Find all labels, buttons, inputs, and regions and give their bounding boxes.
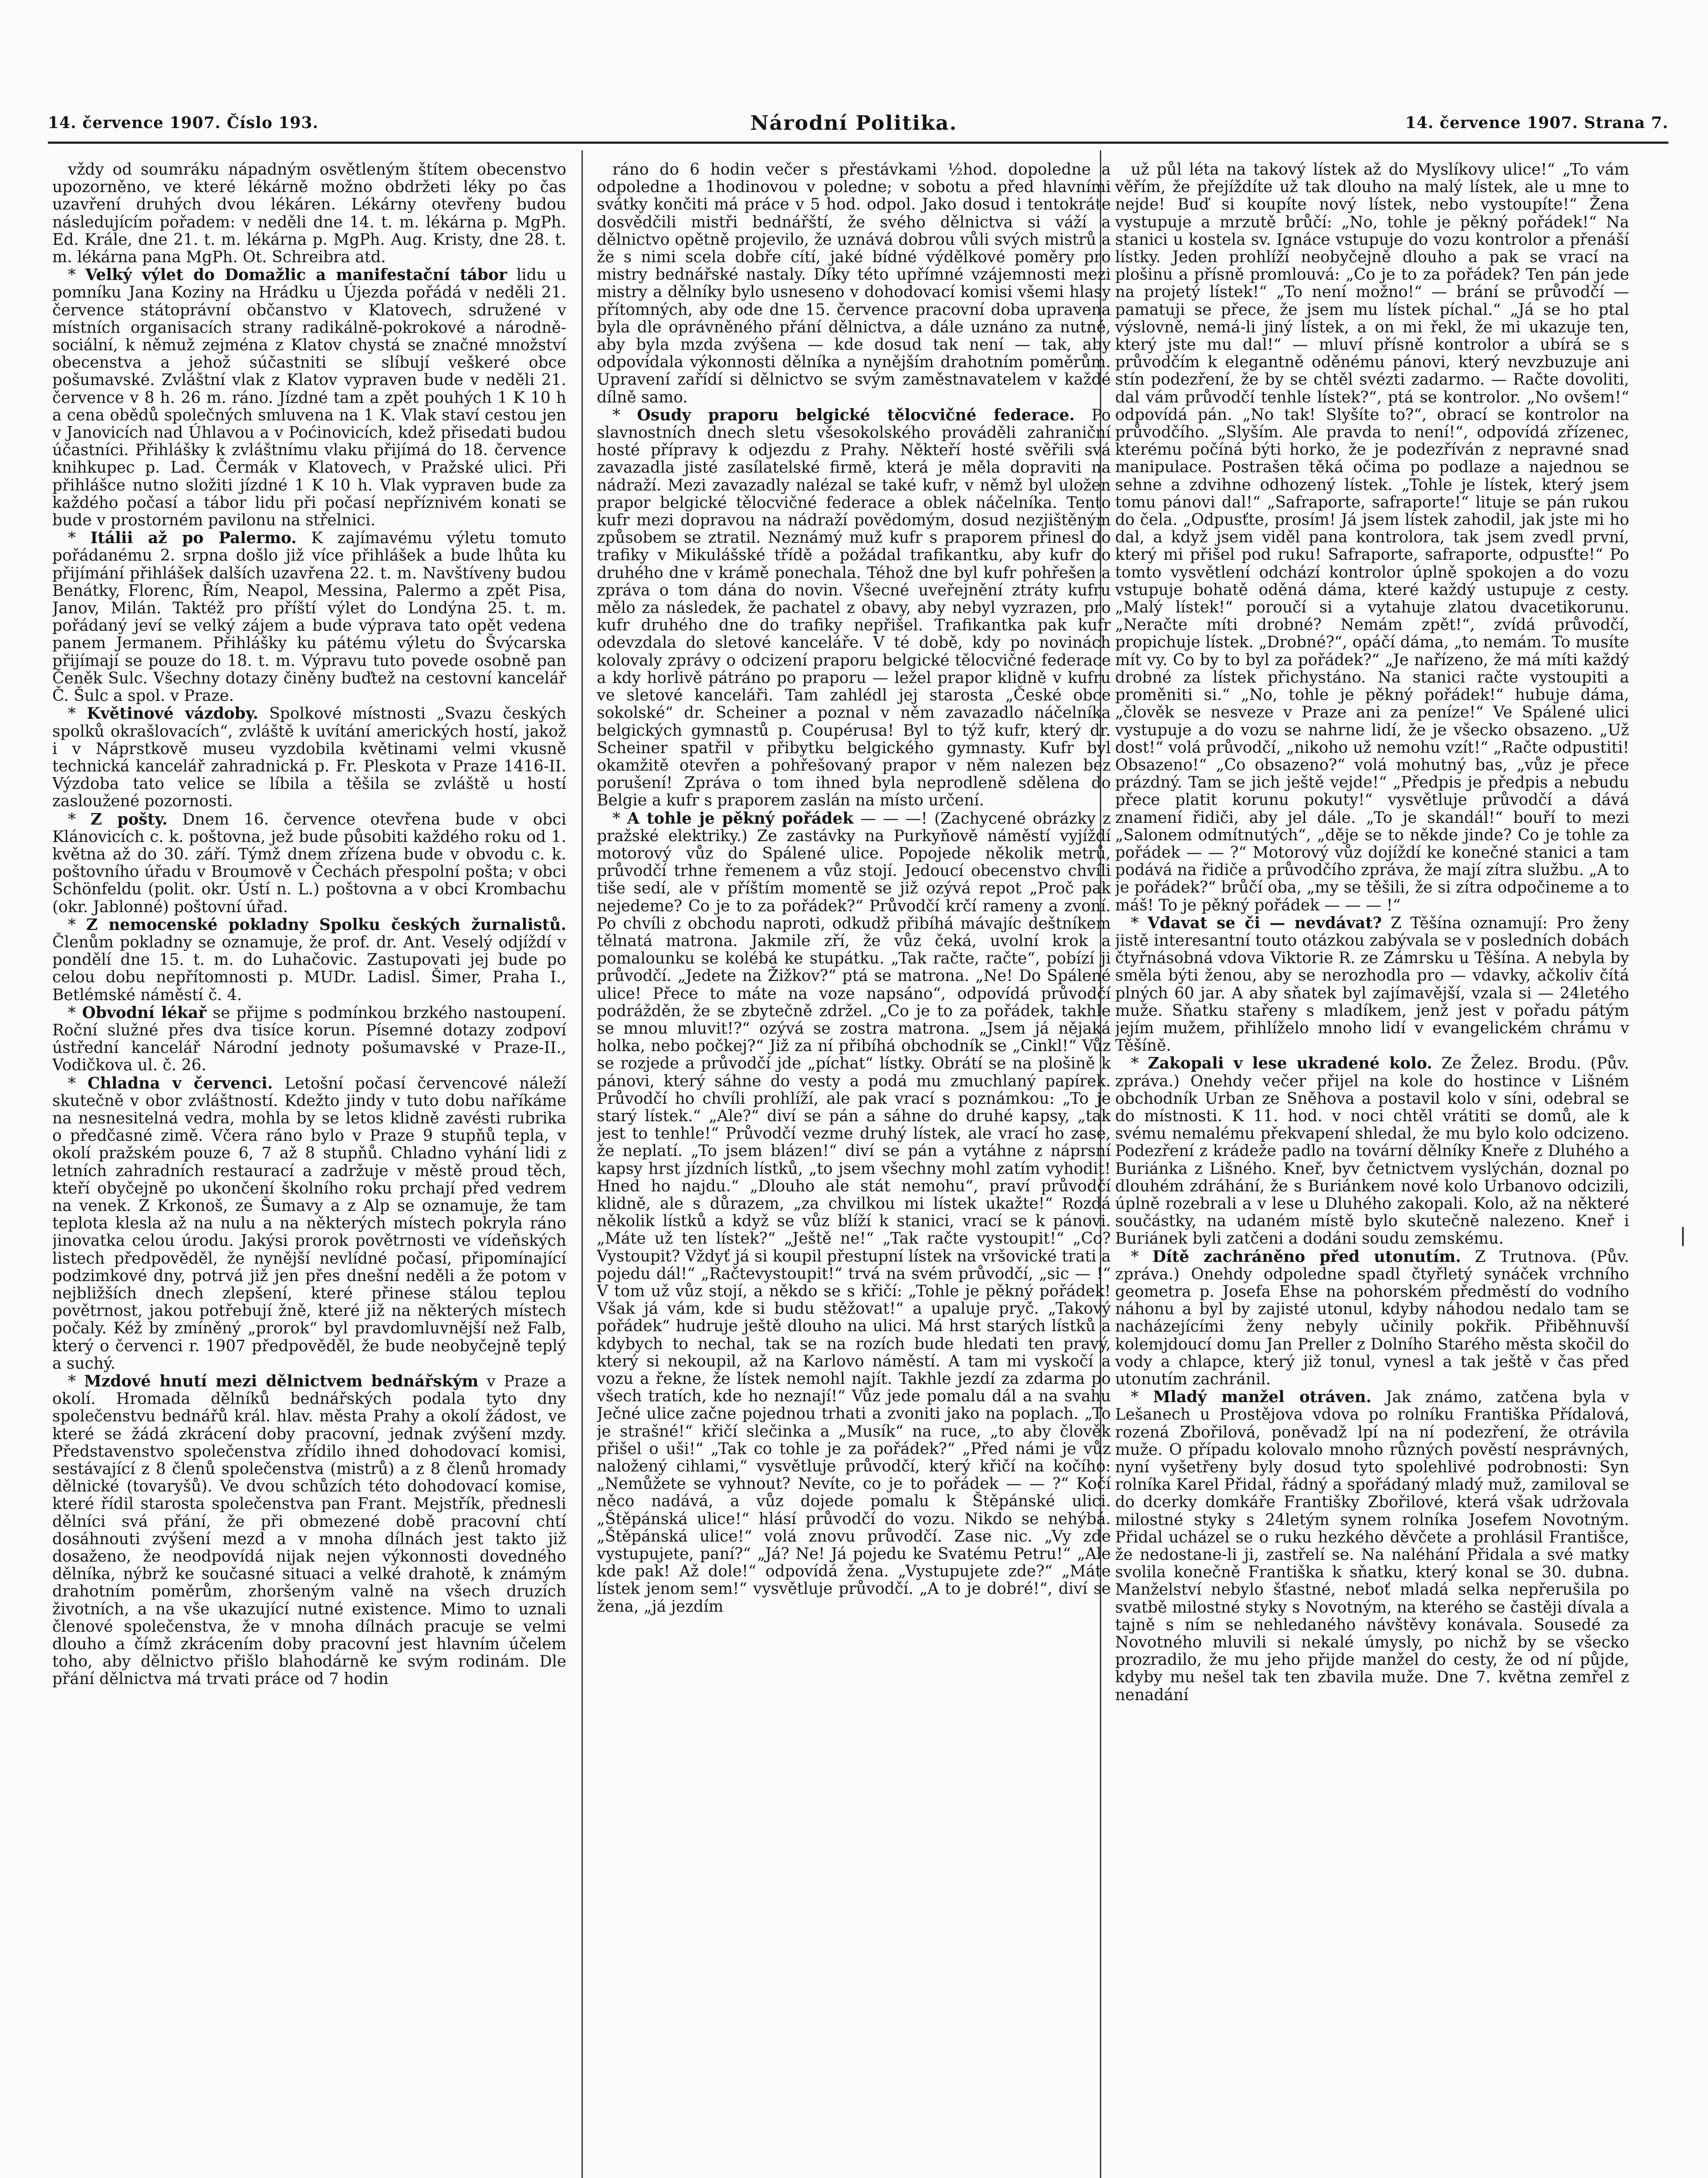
article-headline: Velký výlet do Domažlic a manifestační tábor xyxy=(85,266,507,284)
issue-date-right: 14. července 1907. Strana 7. xyxy=(1405,114,1668,132)
article-paragraph: * Dítě zachráněno před utonutím. Z Trutnova. (Pův. zpráva.) Onehdy odpoledne spadl čtyřletý synáček vrchního geometra p. Josefa Ehse na pohorském předměstí do vodního náhonu a byl by zajisté utonul, kdyby náhodou nedalo tam se nacházejícími ženy nebyly učinily pokřik. Přiběhnuvší kolemjdoucí domu Jan Preller z Dolního Starého města skočil do vody a chlapce, který již tonul, vynesl a tak ještě v čas před utonutím zachránil. xyxy=(1115,1247,1629,1389)
article-body: K zajímavému výletu tomuto pořádanému 2. srpna došlo již více přihlášek a bude lhůta ku přijímání přihlášek dalších uzavřena 22. t. m. Navštíveny budou Benátky, Florenc, Řím, Neapol, Messina, Palermo a zpět Pisa, Janov, Milán. Taktéž pro příští výlet do Londýna 25. t. m. pořádaný jeví se velký zájem a bude výprava tato opět vedena panem Jermanem. Přihlášky ku pátému výletu do Švýcarska přijímají se pouze do 18. t. m. Výpravu tuto povede osobně pan Čeněk Sulc. Všechny dotazy činěny buďtež na cestovní kancelář Č. Šulc a spol. v Praze. xyxy=(52,529,566,705)
article-body: se přijme s podmínkou brzkého nastoupení. Roční služné přes dva tisíce korun. Písemné dotazy zodpoví ústřední kancelář Národní jednoty pošumavské v Praze-II., Vodičkova ul. č. 26. xyxy=(52,1004,566,1075)
article-body: v Praze a okolí. Hromada dělníků bednářských podala tyto dny společenstvu bednářů král. hlav. města Prahy a okolí žádost, ve které se žádá zkrácení doby pracovní, jednak zvýšení mzdy. Představenstvo společenstva zřídilo ihned dohodovací komisi, sestávající z 8 členů společenstva (mistrů) a z 8 členů hromady dělnické (tovaryšů). Ve dvou schůzích této dohodovací komise, které řídil starosta společenstva pan Frant. Mejstřík, přednesli dělníci svá přání, že při obmezené době pracovní chtí dosáhnouti zvýšení mezd a v mnoha dílnách jest takto již dosaženo, že neodpovídá nijak nejen výkonnosti dovedného dělníka, nýbrž ke současné situaci a velké drahotě, k známým drahotním poměrům, zhoršeným valně na všech druzích životních, a na vše ukazující nutné existence. Mimo to uznali členové společenstva, že v mnoha dílnách pracuje se velmi dlouho a čímž zkrácením doby pracovní jest hlavním účelem toho, aby dělnictvo přišlo blahodárně ke svým rodinám. Dle přání dělnictva má trvati práce od 7 hodin xyxy=(52,1373,566,1688)
article-headline: Osudy praporu belgické tělocvičné federace. xyxy=(637,406,1075,424)
article-body: — — —! (Zachycené obrázky z pražské elektriky.) Ze zastávky na Purkyňově náměstí vyjíždí motorový vůz do Spálené ulice. Popojede několik metrů, průvodčí trhne řemenem a vůz stojí. Jedoucí obecenstvo chvíli tiše sedí, ale v příštím momentě se již ozývá repot „Proč pak nejedeme? Co je to za pořádek?“ Průvodčí krčí rameny a zvoní. Po chvíli z obchodu naproti, odkudž přibíhá mávajíc deštníkem tělnatá matrona. Jakmile zří, že vůz čeká, uvolní krok a pomalounku se kolébá ke stupátku. „Tak račte, račte“, pobízí ji průvodčí. „Jedete na Žižkov?“ ptá se matrona. „Ne! Do Spálené ulice! Přece to máte na voze napsáno“, odpovídá průvodčí podrážděn, že se zbytečně zdržel. „Co je to za pořádek, takhle se mnou mluvit!?“ ozývá se zostra matrona. „Jsem já nějaká holka, nebo počkej?“ Již za ní přibíhá obchodník se „Cinkl!“ Vůz se rozjede a průvodčí jde „píchat“ lístky. Obrátí se na plošině k pánovi, který sáhne do vesty a podá mu zmuchlaný papírek. Průvodčí ho chvíli prohlíží, ale pak vrací s poznámkou: „To je starý lístek.“ „Ale?“ diví se pán a sáhne do druhé kapsy, „tak jest to tenhle!“ Průvodčí vezme druhý lístek, ale vrací ho zase, že neplatí. „To jsem blázen!“ diví se pán a vytáhne z náprsní kapsy hrst jízdních lístků, „to jsem všechny mohl zatím vyhodit! Hned ho najdu.“ „Dlouho ale stát nemohu“, praví průvodčí klidně, ale s důrazem, „za chvilkou mi lístek ukažte!“ Rozdá několik lístků a když se vůz blíží k stanici, vrací se k pánovi. „Máte už ten lístek?“ „Ještě ne!“ „Tak račte vystoupit!“ „Co? Vystoupit? Vždyť já si koupil přestupní lístek na vršovické trati a pojedu dál!“ „Račtevystoupit!“ trvá na svém průvodčí, „sic — !“ V tom už vůz stojí, a někdo se s křičí: „Tohle je pěkný pořádek! Však já vám, kde si budu stěžovat!“ a upaluje pryč. „Takový pořádek“ hudruje ještě dlouho na ulici. Má hrst starých lístků a kdybych to nechal, tak se na rozích bude hledati ten pravý, který si nekoupil, až na Karlovo náměstí. A tam mi vyskočí a vozu a řekne, že lístek nemohl najít. Takhle jezdí za zdarma po všech tratích, kde ho neznají!“ Vůz jede pomalu dál a na svahu Ječné ulice začne pojednou trhati a zvoniti jako na poplach. „To je strašné!“ křičí slečinka a „Musík“ na ruce, „to aby člověk přišel o uši!“ „Tak co tohle je za pořádek?“ „Před námi je vůz naložený cihlami,“ vysvětluje průvodčí, který křičí na kočího: „Nemůžete se vyhnout? Nevíte, co je to pořádek — — ?“ Kočí něco nadává, a vůz dojede pomalu k Štěpánské ulici. „Štěpánská ulice!“ hlásí průvodčí do vozu. Nikdo se nehýbá. „Štěpánská ulice!“ volá znovu průvodčí. Zase nic. „Vy zde vystupujete, paní?“ „Já? Ne! Já pojedu ke Svatému Petru!“ „Ale kde pak! Až dole!“ odpovídá žena. „Vystupujete zde?“ „Máte lístek jenom sem!“ vysvětluje průvodčí. „A to je dobré!“, diví se žena, „já jezdím xyxy=(597,809,1111,1616)
article-body: Z Trutnova. (Pův. zpráva.) Onehdy odpoledne spadl čtyřletý synáček vrchního geometra p. Josefa Ehse na pohorském předměstí do vodního náhonu a byl by zajisté utonul, kdyby náhodou nedalo tam se nacházejícími ženy nebyly učinily pokřik. Přiběhnuvší kolemjdoucí domu Jan Preller z Dolního Starého města skočil do vody a chlapce, který již tonul, vynesl a tak ještě v čas před utonutím zachránil. xyxy=(1115,1248,1629,1389)
article-headline: Zakopali v lese ukradené kolo. xyxy=(1148,1054,1432,1073)
article-headline: A tohle je pěkný pořádek xyxy=(627,809,854,828)
article-paragraph xyxy=(1115,161,1629,914)
article-headline: Mladý manžel otráven. xyxy=(1153,1388,1372,1407)
article-headline: Dítě zachráněno před utonutím. xyxy=(1152,1247,1461,1266)
margin-mark-icon: ❘ xyxy=(1675,1224,1691,1246)
article-body: Spolkové místnosti „Svazu českých spolků okrašlovacích“, zvláště k uvítání amerických hostí, jakož i v Náprstkově museu vyzdobila květinami velmi vkusně technická kancelář zahradnická p. Fr. Pleskota v Praze 1416-II. Výzdoba tato velice se líbila a těšila se zvláště u hostí zasloužené pozornosti. xyxy=(52,705,566,811)
article-body: lidu u pomníku Jana Koziny na Hrádku u Újezda pořádá v neděli 21. července státoprávní občanstvo v Klatovech, sdružené v místních organisacích strany radikálně-pokrokové a národně-sociální, k němuž zejména z Klatov chystá se značné množství obecenstva a jehož súčastniti se slíbují veškeré obce pošumavské. Zvláštní vlak z Klatov vypraven bude v neděli 21. července v 8 h. 26 m. ráno. Jízdné tam a zpět pouhých 1 K 10 h a cena obědů společných smluvena na 1 K. Vlak staví cestou jen v Janovicích nad Úhlavou a v Poćinovicích, kdež přisedati budou účastníci. Přihlášky k zvláštnímu vlaku přijímá do 18. července knihkupec p. Lad. Čermák v Klatovech, v Pražské ulici. Při přihlášce nutno složiti jízdné 1 K 10 h. Vlak vypraven bude za každého počasí a tábor lidu při počasí nepříznivém konati se bude v prostorném pavilonu na střelnici. xyxy=(52,266,566,530)
article-body: Ze Želez. Brodu. (Pův. zpráva.) Onehdy večer přijel na kole do hostince v Lišném obchodník Urban ze Sněhova a postavil kolo v síni, odebral se do místnosti. K 11. hod. v noci chtěl vrátiti se domů, ale k svému nemalému překvapení shledal, že mu bylo kolo odcizeno. Podezření z krádeže padlo na tovární dělníky Kneře z Dluhého a Buriánka z Lišného. Kneř, byv četnictvem vyslýchán, doznal po dlouhém zdráhání, že s Buriánkem nové kolo Urbanovo odcizili, úplně rozebrali a v lese u Dluhého zakopali. Kolo, až na některé součástky, na udaném místě bylo skutečně nalezeno. Kneř i Buriánek byli zatčeni a dodáni soudu zemskému. xyxy=(1115,1055,1629,1248)
article-paragraph: * Mzdové hnutí mezi dělnictvem bednářským v Praze a okolí. Hromada dělníků bednářských podala tyto dny společenstvu bednářů král. hlav. města Prahy a okolí žádost, ve které se žádá zkrácení doby pracovní, jednak zvýšení mzdy. Představenstvo společenstva zřídilo ihned dohodovací komisi, sestávající z 8 členů společenstva (mistrů) a z 8 členů hromady dělnické (tovaryšů). Ve dvou schůzích této dohodovací komise, které řídil starosta společenstva pan Frant. Mejstřík, přednesli dělníci svá přání, že při obmezené době pracovní chtí dosáhnouti zvýšení mezd a v mnoha dílnách jest takto již dosaženo, že neodpovídá nijak nejen výkonnosti dovedného dělníka, nýbrž ke současné situaci a velké drahotě, k známým drahotním poměrům, zhoršeným valně na všech druzích životních, a na vše ukazující nutné existence. Mimo to uznali členové společenstva, že v mnoha dílnách pracuje se velmi dlouho a čímž zkrácením doby pracovní jest hlavním účelem toho, aby dělnictvo přišlo blahodárně ke svým rodinám. Dle přání dělnictva má trvati práce od 7 hodin xyxy=(52,1372,566,1688)
article-body: už půl léta na takový lístek až do Myslíkovy ulice!“ „To vám věřím, že přejíždíte už tak dlouho na malý lístek, ale u mne to nejde! Buď si koupíte nový lístek, nebo vystoupíte!“ Žena vystupuje a mrzutě brůčí: „No, tohle je pěkný pořádek!“ Na stanici u kostela sv. Ignáce vstupuje do vozu kontrolor a přenáší lístky. Jeden prohlíží neobyčejně dlouho a pak se vrací na plošinu a přísně promlouvá: „Co je to za pořádek? Ten pán jede na projetý lístek!“ „To není možno!“ — brání se průvodčí — pamatuji se přece, že jsem mu lístek píchal.“ „Já se ho ptal výslovně, nemá-li jiný lístek, a on mi řekl, že mi ukazuje ten, který jste mu dal!“ — mluví přísně kontrolor a ubírá se s průvodčím k elegantně oděnému pánovi, který nevzbuzuje ani stín podezření, že by se chtěl svézti zadarmo. — Račte dovoliti, dal vám průvodčí tenhle lístek?“, ptá se kontrolor. „No ovšem!“ odpovídá pán. „No tak! Slyšíte to?“, obrací se kontrolor na průvodčího. „Slyším. Ale pravda to není!“, odpovídá zřízenec, kterému počíná býti horko, že je podezříván z nepravné snad manipulace. Postrašen těká očima po podlaze a najednou se sehne a zdvihne odhozený lístek. „Tohle je lístek, který jsem tomu pánovi dal!“ „Safraporte, safraporte!“ lituje se pán rukou do čela. „Odpusťte, prosím! Já jsem lístek zahodil, jak jste mi ho dal, a když jsem viděl pana kontrolora, tak jsem zvedl první, který mi přišel pod ruku! Safraporte, safraporte, odpusťte!“ Po tomto vysvětlení odchází kontrolor úplně spokojen a do vozu vstupuje bohatě oděná dáma, které každý ustupuje z cesty. „Malý lístek!“ poroučí si a vytahuje zlatou dvacetikorunu. „Neračte míti drobné? Nemám zpět!“, zvídá průvodčí, propichuje lístek. „Drobné?“, opáčí dáma, „to nemám. To musíte mít vy. Co by to byl za pořádek?“ „Je nařízeno, že má míti každý drobné za lístek přichystáno. Na stanici račte vystoupiti a proměniti si.“ „No, tohle je pěkný pořádek!“ hubuje dáma, „člověk se nesveze v Praze ani za peníze!“ Ve Spálené ulici vystupuje a do vozu se nahrne lidí, že je všecko obsazeno. „Už dost!“ volá průvodčí, „nikoho už nemohu vzít!“ „Račte odpustiti! Obsazeno!“ „Co obsazeno?“ volá mohutný bas, „vůz je přece prázdný. Tam se jich ještě vejde!“ „Předpis je předpis a nebudu přece platit korunu pokuty!“ vysvětluje průvodčí a dává znamení řidiči, aby jel dále. „To je skandál!“ bouří to mezi „Salonem odmítnutých“, „děje se to někde jinde? Co je tohle za pořádek — — ?“ Motorový vůz dojíždí ke konečné stanici a tam podává na řidiče a průvodčího zpráva, že mají zítra službu. „A to je pořádek?“ brůčí oba, „my se těšili, že si zítra odpočineme a to máš! To je pěkný pořádek — — — !“ xyxy=(1115,161,1629,914)
article-paragraph: * Itálii až po Palermo. K zajímavému výletu tomuto pořádanému 2. srpna došlo již více přihlášek a bude lhůta ku přijímání přihlášek dalších uzavřena 22. t. m. Navštíveny budou Benátky, Florenc, Řím, Neapol, Messina, Palermo a zpět Pisa, Janov, Milán. Taktéž pro příští výlet do Londýna 25. t. m. pořádaný jeví se velký zájem a bude výprava tato opět vedena panem Jermanem. Přihlášky ku pátému výletu do Švýcarska přijímají se pouze do 18. t. m. Výpravu tuto povede osobně pan Čeněk Sulc. Všechny dotazy činěny buďtež na cestovní kancelář Č. Šulc a spol. v Praze. xyxy=(52,529,566,705)
column-3 xyxy=(1115,161,1629,2178)
article-paragraph: * Květinové vázdoby. Spolkové místnosti „Svazu českých spolků okrašlovacích“, zvláště k uvítání amerických hostí, jakož i v Náprstkově museu vyzdobila květinami velmi vkusně technická kancelář zahradnická p. Fr. Pleskota v Praze 1416-II. Výzdoba tato velice se líbila a těšila se zvláště u hostí zasloužené pozornosti. xyxy=(52,704,566,811)
article-paragraph: * Vdavat se či — nevdávat? Z Těšína oznamují: Pro ženy jistě interesantní touto otázkou zabývala se v posledních dobách čtyřnásobná vdova Viktorie R. ze Zámrsku u Těšína. A nebyla by směla býti ženou, aby se nerozhodla pro — vdavky, ačkoliv čítá plných 60 jar. A aby sňatek byl zajímavější, vzala si — 24letého muže. Sňatku stařeny s mladíkem, jenž jest v pořadu pátým jejím mužem, přihlíželo mnoho lidí v evangelickém chrámu v Těšíně. xyxy=(1115,913,1629,1055)
article-paragraph xyxy=(52,161,566,266)
article-paragraph: * A tohle je pěkný pořádek — — —! (Zachycené obrázky z pražské elektriky.) Ze zastávky na Purkyňově náměstí vyjíždí motorový vůz do Spálené ulice. Popojede několik metrů, průvodčí trhne řemenem a vůz stojí. Jedoucí obecenstvo chvíli tiše sedí, ale v příštím momentě se již ozývá repot „Proč pak nejedeme? Co je to za pořádek?“ Průvodčí krčí rameny a zvoní. Po chvíli z obchodu naproti, odkudž přibíhá mávajíc deštníkem tělnatá matrona. Jakmile zří, že vůz čeká, uvolní krok a pomalounku se kolébá ke stupátku. „Tak račte, račte“, pobízí ji průvodčí. „Jedete na Žižkov?“ ptá se matrona. „Ne! Do Spálené ulice! Přece to máte na voze napsáno“, odpovídá průvodčí podrážděn, že se zbytečně zdržel. „Co je to za pořádek, takhle se mnou mluvit!?“ ozývá se zostra matrona. „Jsem já nějaká holka, nebo počkej?“ Již za ní přibíhá obchodník se „Cinkl!“ Vůz se rozjede a průvodčí jde „píchat“ lístky. Obrátí se na plošině k pánovi, který sáhne do vesty a podá mu zmuchlaný papírek. Průvodčí ho chvíli prohlíží, ale pak vrací s poznámkou: „To je starý lístek.“ „Ale?“ diví se pán a sáhne do druhé kapsy, „tak jest to tenhle!“ Průvodčí vezme druhý lístek, ale vrací ho zase, že neplatí. „To jsem blázen!“ diví se pán a vytáhne z náprsní kapsy hrst jízdních lístků, „to jsem všechny mohl zatím vyhodit! Hned ho najdu.“ „Dlouho ale stát nemohu“, praví průvodčí klidně, ale s důrazem, „za chvilkou mi lístek ukažte!“ Rozdá několik lístků a když se vůz blíží k stanici, vrací se k pánovi. „Máte už ten lístek?“ „Ještě ne!“ „Tak račte vystoupit!“ „Co? Vystoupit? Vždyť já si koupil přestupní lístek na vršovické trati a pojedu dál!“ „Račtevystoupit!“ trvá na svém průvodčí, „sic — !“ V tom už vůz stojí, a někdo se s křičí: „Tohle je pěkný pořádek! Však já vám, kde si budu stěžovat!“ a upaluje pryč. „Takový pořádek“ hudruje ještě dlouho na ulici. Má hrst starých lístků a kdybych to nechal, tak se na rozích bude hledati ten pravý, který si nekoupil, až na Karlovo náměstí. A tam mi vyskočí a vozu a řekne, že lístek nemohl najít. Takhle jezdí za zdarma po všech tratích, kde ho neznají!“ Vůz jede pomalu dál a na svahu Ječné ulice začne pojednou trhati a zvoniti jako na poplach. „To je strašné!“ křičí slečinka a „Musík“ na ruce, „to aby člověk přišel o uši!“ „Tak co tohle je za pořádek?“ „Před námi je vůz naložený cihlami,“ vysvětluje průvodčí, který křičí na kočího: „Nemůžete se vyhnout? Nevíte, co je to pořádek — — ?“ Kočí něco nadává, a vůz dojede pomalu k Štěpánské ulici. „Štěpánská ulice!“ hlásí průvodčí do vozu. Nikdo se nehýbá. „Štěpánská ulice!“ volá znovu průvodčí. Zase nic. „Vy zde vystupujete, paní?“ „Já? Ne! Já pojedu ke Svatému Petru!“ „Ale kde pak! Až dole!“ odpovídá žena. „Vystupujete zde?“ „Máte lístek jenom sem!“ vysvětluje průvodčí. „A to je dobré!“, diví se žena, „já jezdím xyxy=(597,809,1111,1616)
column-1 xyxy=(52,161,566,2178)
column-divider xyxy=(582,150,583,2178)
article-headline: Chladna v červenci. xyxy=(87,1074,273,1092)
column-2 xyxy=(597,161,1111,2178)
article-paragraph xyxy=(597,161,1111,406)
article-headline: Itálii až po Palermo. xyxy=(90,529,297,548)
page-header xyxy=(48,111,1668,137)
article-headline: Vdavat se či — nevdávat? xyxy=(1147,913,1382,932)
article-paragraph: * Chladna v červenci. Letošní počasí červencové náleží skutečně v obor zvláštností. Kdežto jindy v tuto dobu naříkáme na nesnesitelná vedra, mohla by se letos klidně zavésti rubrika o předčasné zimě. Včera ráno bylo v Praze 9 stupňů tepla, v okolí pražském pouze 6, 7 až 8 stupňů. Chladno vyhání lidi z letních zahradních restaurací a zadržuje v městě proud těch, kteří obyčejně po ukončení školního roku prchají před vedrem na venek. Z Krkonoš, ze Šumavy a z Alp se oznamuje, že tam teplota klesla až na nulu a na některých místech pokryla ráno jinovatka celou úrodu. Jakýsi prorok povětrnosti ve vídeňských listech předpověděl, že nynější nevlídné počasí, připomínající podzimkové dny, potrvá již jen přes dnešní neděli a že potom v nejbližších dnech zlepšení, které přinese stálou teplou povětrnost, jakou potřebují žně, které již na některých místech počaly. Kéž by zmíněný „prorok“ byl pravdomluvnější než Falb, který o červenci r. 1907 předpověděl, že bude neobyčejně teplý a suchý. xyxy=(52,1074,566,1373)
article-paragraph: * Obvodní lékař se přijme s podmínkou brzkého nastoupení. Roční služné přes dva tisíce korun. Písemné dotazy zodpoví ústřední kancelář Národní jednoty pošumavské v Praze-II., Vodičkova ul. č. 26. xyxy=(52,1003,566,1075)
article-paragraph: * Zakopali v lese ukradené kolo. Ze Želez. Brodu. (Pův. zpráva.) Onehdy večer přijel na kole do hostince v Lišném obchodník Urban ze Sněhova a postavil kolo v síni, odebral se do místnosti. K 11. hod. v noci chtěl vrátiti se domů, ale k svému nemalému překvapení shledal, že mu bylo kolo odcizeno. Podezření z krádeže padlo na tovární dělníky Kneře z Dluhého a Buriánka z Lišného. Kneř, byv četnictvem vyslýchán, doznal po dlouhém zdráhání, že s Buriánkem nové kolo Urbanovo odcizili, úplně rozebrali a v lese u Dluhého zakopali. Kolo, až na některé součástky, na udaném místě bylo skutečně nalezeno. Kneř i Buriánek byli zatčeni a dodáni soudu zemskému. xyxy=(1115,1054,1629,1248)
article-paragraph: * Mladý manžel otráven. Jak známo, zatčena byla v Lešanech u Prostějova vdova po rolníku Františka Přídalová, rozená Zbořilová, poněvadž lpí na ní podezření, že otrávila muže. O případu kolovalo mnoho různých pověstí nesprávných, nyní vyšetřeny byly dosud tyto spolehlivé podrobnosti: Syn rolníka Karel Přidal, řádný a spořádaný mladý muž, zamiloval se do dcerky domkáře Františky Zbořilové, která však udržovala milostné styky s 24letým synem rolníka Josefem Novotným. Přidal ucházel se o ruku hezkého děvčete a prohlásil Františce, že nedostane-li ji, zastřelí se. Na naléhání Přidala a své matky svolila konečně Františka k sňatku, který konal se 30. dubna. Manželství nebylo šťastné, neboť mladá selka nepřerušila po svatbě milostné styky s Novotným, na kterého se častěji dívala a tajně s ním se nehledaného návštěvy konávala. Sousedé za Novotného mluvili si nekalé úmysly, po nichž by se všecko prozradilo, že mu jeho přijde manžel do cesty, že od ní půjde, kdyby mu nešel tak ten zbavila muže. Dne 7. května zemřel z nenadání xyxy=(1115,1388,1629,1704)
issue-date-left: 14. července 1907. Číslo 193. xyxy=(48,114,319,132)
article-body: Členům pokladny se oznamuje, že prof. dr. Ant. Veselý odjíždí v pondělí dne 15. t. m. do Luhačovic. Zastupovati jej bude po celou dobu nepřítomnosti p. MUDr. Ladisl. Šimer, Praha I., Betlémské náměstí č. 4. xyxy=(52,933,566,1004)
article-body: Po slavnostních dnech sletu všesokolského prováděli zahraniční hosté přípravy k odjezdu z Prahy. Někteří hosté svěřili svá zavazadla jisté zasílatelské firmě, která je měla dopraviti na nádraží. Mezi zavazadly nalézal se také kufr, v němž byl uložen prapor belgické tělocvičné federace a oblek náčelníka. Tento kufr mezi dopravou na nádraží povědomým, dosud nezjištěným způsobem se ztratil. Neznámý muž kufr s praporem přinesl do trafiky v Mikulášské třídě a požádal trafikantku, aby kufr do druhého dne v krámě ponechala. Téhož dne byl kufr pohřešen a zpráva o tom dána do novin. Všecné uveřejnění ztráty kufru mělo za následek, že pachatel z obavy, aby nebyl vyzrazen, pro kufr druhého dne do trafiky nepřišel. Trafikantka pak kufr odevzdala do sletové kanceláře. V té době, kdy po novinách kolovaly zprávy o odcizení praporu belgické tělocvičné federace a kdy horlivě pátráno po praporu — ležel prapor klidně v kufru ve sletové kanceláři. Tam zahlédl jej starosta „České obce sokolské“ dr. Scheiner a poznal v něm zavazadlo náčelníka belgických gymnastů p. Coupérusa! Byl to týž kufr, který dr. Scheiner spatřil v přibytku belgického gymnasty. Kufr byl okamžitě otevřen a pohřešovaný prapor v něm nalezen bez porušení! Zpráva o tom ihned byla neprodleně sdělena do Belgie a kufr s praporem zaslán na místo určení. xyxy=(597,406,1111,810)
article-paragraph: * Z nemocenské pokladny Spolku českých žurnalistů. Členům pokladny se oznamuje, že prof. dr. Ant. Veselý odjíždí v pondělí dne 15. t. m. do Luhačovic. Zastupovati jej bude po celou dobu nepřítomnosti p. MUDr. Ladisl. Šimer, Praha I., Betlémské náměstí č. 4. xyxy=(52,915,566,1004)
article-paragraph: * Osudy praporu belgické tělocvičné federace. Po slavnostních dnech sletu všesokolského prováděli zahraniční hosté přípravy k odjezdu z Prahy. Někteří hosté svěřili svá zavazadla jisté zasílatelské firmě, která je měla dopraviti na nádraží. Mezi zavazadly nalézal se také kufr, v němž byl uložen prapor belgické tělocvičné federace a oblek náčelníka. Tento kufr mezi dopravou na nádraží povědomým, dosud nezjištěným způsobem se ztratil. Neznámý muž kufr s praporem přinesl do trafiky v Mikulášské třídě a požádal trafikantku, aby kufr do druhého dne v krámě ponechala. Téhož dne byl kufr pohřešen a zpráva o tom dána do novin. Všecné uveřejnění ztráty kufru mělo za následek, že pachatel z obavy, aby nebyl vyzrazen, pro kufr druhého dne do trafiky nepřišel. Trafikantka pak kufr odevzdala do sletové kanceláře. V té době, kdy po novinách kolovaly zprávy o odcizení praporu belgické tělocvičné federace a kdy horlivě pátráno po praporu — ležel prapor klidně v kufru ve sletové kanceláři. Tam zahlédl jej starosta „České obce sokolské“ dr. Scheiner a poznal v něm zavazadlo náčelníka belgických gymnastů p. Coupérusa! Byl to týž kufr, který dr. Scheiner spatřil v přibytku belgického gymnasty. Kufr byl okamžitě otevřen a pohřešovaný prapor v něm nalezen bez porušení! Zpráva o tom ihned byla neprodleně sdělena do Belgie a kufr s praporem zaslán na místo určení. xyxy=(597,406,1111,810)
article-paragraph: * Z pošty. Dnem 16. července otevřena bude v obci Klánovicích c. k. poštovna, jež bude působiti každého roku od 1. května až do 30. září. Týmž dnem zřízena bude v obvodu c. k. poštovního úřadu v Broumově v Čechách přespolní pošta; v obci Schönfeldu (polit. okr. Ústí n. L.) poštovna a v obci Krombachu (okr. Jablonné) poštovní úřad. xyxy=(52,810,566,916)
article-paragraph: * Velký výlet do Domažlic a manifestační tábor lidu u pomníku Jana Koziny na Hrádku u Újezda pořádá v neděli 21. července státoprávní občanstvo v Klatovech, sdružené v místních organisacích strany radikálně-pokrokové a národně-sociální, k němuž zejména z Klatov chystá se značné množství obecenstva a jehož súčastniti se slíbují veškeré obce pošumavské. Zvláštní vlak z Klatov vypraven bude v neděli 21. července v 8 h. 26 m. ráno. Jízdné tam a zpět pouhých 1 K 10 h a cena obědů společných smluvena na 1 K. Vlak staví cestou jen v Janovicích nad Úhlavou a v Poćinovicích, kdež přisedati budou účastníci. Přihlášky k zvláštnímu vlaku přijímá do 18. července knihkupec p. Lad. Čermák v Klatovech, v Pražské ulici. Při přihlášce nutno složiti jízdné 1 K 10 h. Vlak vypraven bude za každého počasí a tábor lidu při počasí nepříznivém konati se bude v prostorném pavilonu na střelnici. xyxy=(52,266,566,530)
article-body: Jak známo, zatčena byla v Lešanech u Prostějova vdova po rolníku Františka Přídalová, rozená Zbořilová, poněvadž lpí na ní podezření, že otrávila muže. O případu kolovalo mnoho různých pověstí nesprávných, nyní vyšetřeny byly dosud tyto spolehlivé podrobnosti: Syn rolníka Karel Přidal, řádný a spořádaný mladý muž, zamiloval se do dcerky domkáře Františky Zbořilové, která však udržovala milostné styky s 24letým synem rolníka Josefem Novotným. Přidal ucházel se o ruku hezkého děvčete a prohlásil Františce, že nedostane-li ji, zastřelí se. Na naléhání Přidala a své matky svolila konečně Františka k sňatku, který konal se 30. dubna. Manželství nebylo šťastné, neboť mladá selka nepřerušila po svatbě milostné styky s Novotným, na kterého se častěji dívala a tajně s ním se nehledaného návštěvy konávala. Sousedé za Novotného mluvili si nekalé úmysly, po nichž by se všecko prozradilo, že mu jeho přijde manžel do cesty, že od ní půjde, kdyby mu nešel tak ten zbavila muže. Dne 7. května zemřel z nenadání xyxy=(1115,1388,1629,1704)
article-body: vždy od soumráku nápadným osvětleným štítem obecenstvo upozorněno, ve které lékárně možno obdržeti léky po čas uzavření druhých dvou lékáren. Lékárny otevřeny budou následujícím pořadem: v neděli dne 14. t. m. lékárna p. MgPh. Ed. Krále, dne 21. t. m. lékárna p. MgPh. Aug. Kristy, dne 28. t. m. lékárna pana MgPh. Ot. Schreibra atd. xyxy=(52,161,566,267)
article-body: Z Těšína oznamují: Pro ženy jistě interesantní touto otázkou zabývala se v posledních dobách čtyřnásobná vdova Viktorie R. ze Zámrsku u Těšína. A nebyla by směla býti ženou, aby se nerozhodla pro — vdavky, ačkoliv čítá plných 60 jar. A aby sňatek byl zajímavější, vzala si — 24letého muže. Sňatku stařeny s mladíkem, jenž jest v pořadu pátým jejím mužem, přihlíželo mnoho lidí v evangelickém chrámu v Těšíně. xyxy=(1115,914,1629,1055)
article-body: ráno do 6 hodin večer s přestávkami ½hod. dopoledne a odpoledne a 1hodinovou v poledne; v sobotu a před hlavními svátky končiti má práce v 5 hod. odpol. Jako dosud i tentokráte dosvědčili mistři bednářští, že svého dělnictva si váží a dělnictvo opětně projevilo, že uznává dobrou vůli svých mistrů a že s nimi scela dobře cítí, jaké bídné výdělkové poměry pro mistry bednářské nastaly. Díky této upřímné vzájemnosti mezi mistry a dělníky bylo usneseno v dohodovací komisi všemi hlasy přítomných, aby ode dne 15. července pracovní doba upravena byla dle oprávněného přání dělnictva, a dále uznáno za nutné, aby byla mzda zvýšena — kde dosud tak není — tak, aby odpovídala výkonnosti dělníka a nynějším drahotním poměrům. Upravení zařídí si dělnictvo se svým zaměstnavatelem v každé dílně samo. xyxy=(597,161,1111,406)
article-body: Letošní počasí červencové náleží skutečně v obor zvláštností. Kdežto jindy v tuto dobu naříkáme na nesnesitelná vedra, mohla by se letos klidně zavésti rubrika o předčasné zimě. Včera ráno bylo v Praze 9 stupňů tepla, v okolí pražském pouze 6, 7 až 8 stupňů. Chladno vyhání lidi z letních zahradních restaurací a zadržuje v městě proud těch, kteří obyčejně po ukončení školního roku prchají před vedrem na venek. Z Krkonoš, ze Šumavy a z Alp se oznamuje, že tam teplota klesla až na nulu a na některých místech pokryla ráno jinovatka celou úrodu. Jakýsi prorok povětrnosti ve vídeňských listech předpověděl, že nynější nevlídné počasí, připomínající podzimkové dny, potrvá již jen přes dnešní neděli a že potom v nejbližších dnech zlepšení, které přinese stálou teplou povětrnost, jakou potřebují žně, které již na některých místech počaly. Kéž by zmíněný „prorok“ byl pravdomluvnější než Falb, který o červenci r. 1907 předpověděl, že bude neobyčejně teplý a suchý. xyxy=(52,1074,566,1373)
article-body: Dnem 16. července otevřena bude v obci Klánovicích c. k. poštovna, jež bude působiti každého roku od 1. května až do 30. září. Týmž dnem zřízena bude v obvodu c. k. poštovního úřadu v Broumově v Čechách přespolní pošta; v obci Schönfeldu (polit. okr. Ústí n. L.) poštovna a v obci Krombachu (okr. Jablonné) poštovní úřad. xyxy=(52,810,566,916)
header-rule xyxy=(48,142,1668,144)
article-headline: Z nemocenské pokladny Spolku českých žurnalistů. xyxy=(86,915,566,934)
article-headline: Obvodní lékař xyxy=(82,1003,207,1022)
article-headline: Z pošty. xyxy=(90,810,168,829)
article-headline: Mzdové hnutí mezi dělnictvem bednářským xyxy=(84,1372,479,1391)
masthead: Národní Politika. xyxy=(750,111,957,135)
article-headline: Květinové vázdoby. xyxy=(87,704,259,723)
